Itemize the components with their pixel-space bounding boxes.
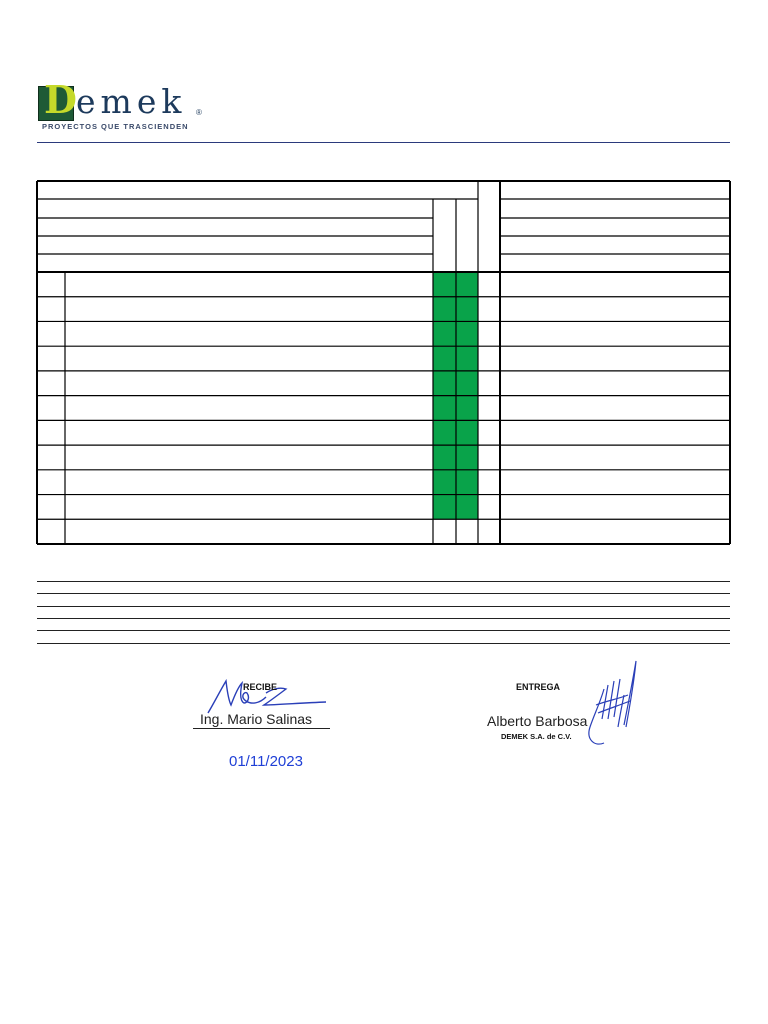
check-cell-b — [456, 470, 478, 495]
check-cell-a — [433, 297, 456, 322]
check-cell-a — [433, 470, 456, 495]
check-cell-b — [456, 420, 478, 445]
check-cell-b — [456, 371, 478, 396]
check-cell-b — [456, 297, 478, 322]
notes-line — [37, 630, 730, 631]
deliverer-company: DEMEK S.A. de C.V. — [501, 732, 572, 741]
receive-signature-line — [193, 728, 330, 729]
logo-initial: D — [44, 77, 77, 122]
check-cell-b — [456, 321, 478, 346]
check-cell-b — [456, 445, 478, 470]
receive-date: 01/11/2023 — [229, 753, 303, 770]
check-cell-a — [433, 272, 456, 297]
check-cell-a — [433, 371, 456, 396]
receive-label: RECIBE — [243, 682, 278, 692]
check-cell-a — [433, 420, 456, 445]
logo-wordmark: emek — [76, 82, 187, 121]
notes-line — [37, 618, 730, 619]
check-cell-b — [456, 346, 478, 371]
check-cell-a — [433, 321, 456, 346]
deliver-signature — [580, 655, 642, 751]
logo-tagline: PROYECTOS QUE TRASCIENDEN — [42, 122, 189, 131]
notes-line — [37, 643, 730, 644]
check-cell-a — [433, 346, 456, 371]
check-cell-a — [433, 495, 456, 520]
notes-line — [37, 593, 730, 594]
registered-mark: ® — [196, 108, 202, 117]
notes-line — [37, 606, 730, 607]
deliver-label: ENTREGA — [516, 682, 561, 692]
check-cell-b — [456, 272, 478, 297]
check-cell-a — [433, 396, 456, 421]
check-cell-a — [433, 445, 456, 470]
check-cell-b — [456, 396, 478, 421]
notes-line — [37, 581, 730, 582]
receiver-name: Ing. Mario Salinas — [200, 711, 313, 727]
deliverer-name: Alberto Barbosa — [487, 713, 588, 729]
check-cell-b — [456, 495, 478, 520]
